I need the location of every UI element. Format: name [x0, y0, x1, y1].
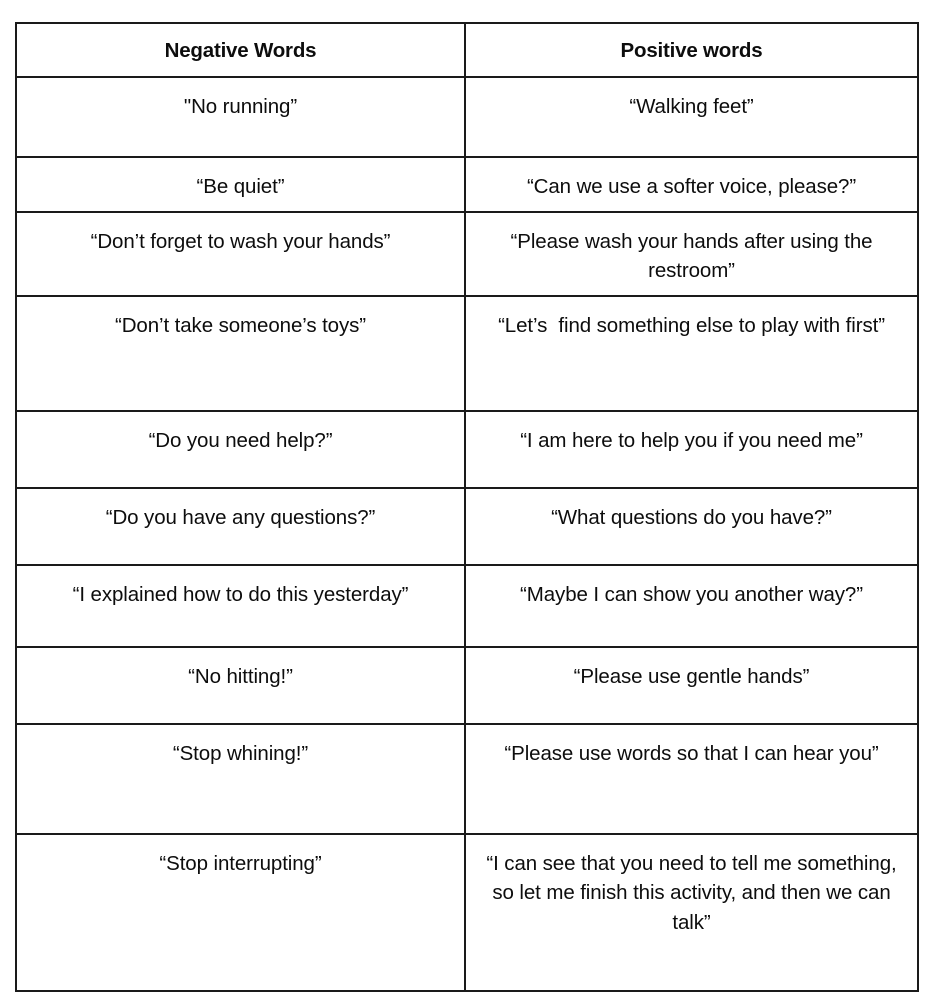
cell-negative-word: [16, 296, 465, 411]
cell-positive-word: [465, 157, 918, 212]
table-row: [16, 212, 918, 296]
cell-negative-word: [16, 488, 465, 565]
negative-word-text: “Do you have any questions?”: [105, 506, 376, 530]
negative-word-text: “Stop interrupting”: [159, 852, 322, 876]
negative-word-text: "No running”: [183, 95, 298, 118]
positive-word-text: “I can see that you need to tell me something, so let me finish this activity, and then we can talk”: [486, 852, 903, 934]
positive-word-text: “Please use gentle hands”: [573, 665, 810, 689]
table-header-row: [16, 23, 918, 77]
cell-positive-word: [465, 488, 918, 565]
cell-positive-word: [465, 77, 918, 157]
table-row: [16, 488, 918, 565]
table-row: [16, 647, 918, 724]
cell-negative-word: [16, 157, 465, 212]
table-body: [16, 77, 918, 991]
comparison-table-container: [15, 22, 917, 992]
cell-positive-word: [465, 296, 918, 411]
table-row: [16, 77, 918, 157]
table-row: [16, 834, 918, 991]
positive-word-text: “Please use words so that I can hear you”: [504, 742, 879, 766]
cell-negative-word: [16, 724, 465, 834]
positive-word-text: “Please wash your hands after using the restroom”: [510, 230, 879, 283]
negative-word-text: “Do you need help?”: [148, 429, 333, 453]
table-header: [16, 23, 918, 77]
cell-negative-word: [16, 834, 465, 991]
table-row: [16, 157, 918, 212]
cell-negative-word: [16, 565, 465, 647]
positive-word-text: “Maybe I can show you another way?”: [520, 583, 863, 607]
cell-positive-word: [465, 647, 918, 724]
negative-word-text: “Don’t forget to wash your hands”: [90, 230, 391, 254]
table-row: [16, 411, 918, 488]
cell-negative-word: [16, 411, 465, 488]
positive-word-text: “I am here to help you if you need me”: [520, 429, 863, 453]
positive-word-text: “What questions do you have?”: [551, 506, 832, 530]
cell-positive-word: [465, 565, 918, 647]
positive-word-text: “Let’s find something else to play with first”: [498, 314, 885, 338]
positive-word-text: “Can we use a softer voice, please?”: [526, 175, 857, 198]
cell-negative-word: [16, 77, 465, 157]
table-row: [16, 296, 918, 411]
column-header-negative-words: Negative Words: [16, 23, 465, 77]
positive-word-text: “Walking feet”: [629, 95, 754, 118]
table-row: [16, 565, 918, 647]
negative-positive-words-table: [15, 22, 919, 992]
negative-word-text: “I explained how to do this yesterday”: [72, 583, 409, 607]
cell-positive-word: [465, 834, 918, 991]
cell-negative-word: [16, 212, 465, 296]
table-row: [16, 724, 918, 834]
cell-positive-word: [465, 212, 918, 296]
cell-positive-word: [465, 724, 918, 834]
cell-negative-word: [16, 647, 465, 724]
negative-word-text: “Don’t take someone’s toys”: [114, 314, 366, 338]
negative-word-text: “No hitting!”: [188, 665, 293, 689]
negative-word-text: “Stop whining!”: [172, 742, 309, 766]
negative-word-text: “Be quiet”: [196, 175, 285, 198]
column-header-positive-words: Positive words: [465, 23, 918, 77]
cell-positive-word: [465, 411, 918, 488]
